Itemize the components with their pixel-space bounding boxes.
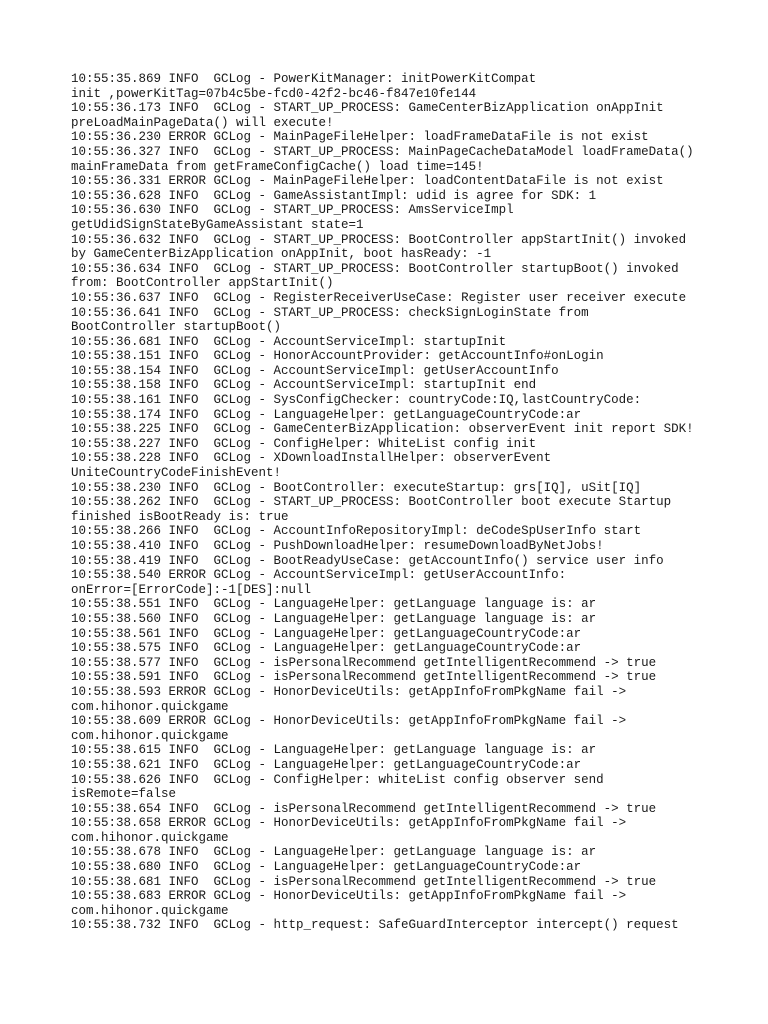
- log-line: 10:55:38.419 INFO GCLog - BootReadyUseCase: getAccountInfo() service user info: [71, 553, 664, 568]
- log-line: 10:55:36.327 INFO GCLog - START_UP_PROCESS: MainPageCacheDataModel loadFrameData(): [71, 144, 694, 159]
- log-body: [71, 72, 751, 933]
- log-line: 10:55:38.591 INFO GCLog - isPersonalRecommend getIntelligentRecommend -> true: [71, 670, 657, 685]
- log-line: 10:55:38.560 INFO GCLog - LanguageHelper: getLanguage language is: ar: [71, 611, 597, 626]
- log-line: 10:55:38.678 INFO GCLog - LanguageHelper: getLanguage language is: ar: [71, 845, 597, 860]
- log-line: by GameCenterBizApplication onAppInit, boot hasReady: -1: [71, 247, 492, 262]
- log-line: 10:55:38.266 INFO GCLog - AccountInfoRepositoryImpl: deCodeSpUserInfo start: [71, 524, 642, 539]
- log-line: 10:55:38.658 ERROR GCLog - HonorDeviceUtils: getAppInfoFromPkgName fail ->: [71, 816, 627, 831]
- log-line: com.hihonor.quickgame: [71, 699, 229, 714]
- log-line: BootController startupBoot(): [71, 320, 282, 335]
- log-line: finished isBootReady is: true: [71, 509, 289, 524]
- log-line: 10:55:38.681 INFO GCLog - isPersonalRecommend getIntelligentRecommend -> true: [71, 874, 657, 889]
- log-line: 10:55:38.621 INFO GCLog - LanguageHelper: getLanguageCountryCode:ar: [71, 757, 582, 772]
- log-line: 10:55:38.228 INFO GCLog - XDownloadInstallHelper: observerEvent: [71, 451, 552, 466]
- log-line: 10:55:38.154 INFO GCLog - AccountServiceImpl: getUserAccountInfo: [71, 363, 559, 378]
- log-line: com.hihonor.quickgame: [71, 728, 229, 743]
- log-line: 10:55:36.630 INFO GCLog - START_UP_PROCESS: AmsServiceImpl: [71, 203, 514, 218]
- log-line: 10:55:38.577 INFO GCLog - isPersonalRecommend getIntelligentRecommend -> true: [71, 655, 657, 670]
- log-line: init ,powerKitTag=07b4c5be-fcd0-42f2-bc46-f847e10fe144: [71, 86, 477, 101]
- log-line: 10:55:38.161 INFO GCLog - SysConfigChecker: countryCode:IQ,lastCountryCode:: [71, 393, 642, 408]
- log-line: 10:55:38.561 INFO GCLog - LanguageHelper: getLanguageCountryCode:ar: [71, 626, 582, 641]
- log-line: 10:55:38.151 INFO GCLog - HonorAccountProvider: getAccountInfo#onLogin: [71, 349, 604, 364]
- log-line: 10:55:38.593 ERROR GCLog - HonorDeviceUtils: getAppInfoFromPkgName fail ->: [71, 684, 627, 699]
- log-line: 10:55:38.626 INFO GCLog - ConfigHelper: whiteList config observer send: [71, 772, 604, 787]
- log-line: 10:55:38.615 INFO GCLog - LanguageHelper: getLanguage language is: ar: [71, 743, 597, 758]
- log-line: 10:55:38.540 ERROR GCLog - AccountServiceImpl: getUserAccountInfo:: [71, 568, 567, 583]
- log-line: 10:55:36.681 INFO GCLog - AccountServiceImpl: startupInit: [71, 334, 507, 349]
- log-line: 10:55:36.637 INFO GCLog - RegisterReceiverUseCase: Register user receiver execute: [71, 290, 687, 305]
- log-line: UniteCountryCodeFinishEvent!: [71, 466, 282, 481]
- log-line: 10:55:36.331 ERROR GCLog - MainPageFileHelper: loadContentDataFile is not exist: [71, 174, 664, 189]
- log-line: com.hihonor.quickgame: [71, 903, 229, 918]
- log-line: from: BootController appStartInit(): [71, 276, 334, 291]
- log-line: 10:55:38.227 INFO GCLog - ConfigHelper: WhiteList config init: [71, 436, 537, 451]
- log-line: 10:55:36.632 INFO GCLog - START_UP_PROCESS: BootController appStartInit() invoked: [71, 232, 687, 247]
- log-line: 10:55:38.609 ERROR GCLog - HonorDeviceUtils: getAppInfoFromPkgName fail ->: [71, 714, 627, 729]
- log-line: preLoadMainPageData() will execute!: [71, 115, 334, 130]
- log-line: 10:55:36.641 INFO GCLog - START_UP_PROCESS: checkSignLoginState from: [71, 305, 589, 320]
- log-line: getUdidSignStateByGameAssistant state=1: [71, 217, 364, 232]
- log-line: 10:55:38.410 INFO GCLog - PushDownloadHelper: resumeDownloadByNetJobs!: [71, 539, 604, 553]
- log-line: 10:55:35.869 INFO GCLog - PowerKitManager: initPowerKitCompat: [71, 72, 537, 86]
- log-line: isRemote=false: [71, 787, 177, 802]
- log-line: 10:55:38.262 INFO GCLog - START_UP_PROCESS: BootController boot execute Startup: [71, 495, 672, 510]
- log-line: 10:55:38.575 INFO GCLog - LanguageHelper: getLanguageCountryCode:ar: [71, 641, 582, 656]
- log-line: 10:55:36.634 INFO GCLog - START_UP_PROCESS: BootController startupBoot() invoked: [71, 261, 679, 276]
- log-page: [71, 72, 751, 933]
- log-line: 10:55:38.551 INFO GCLog - LanguageHelper: getLanguage language is: ar: [71, 597, 597, 612]
- log-line: com.hihonor.quickgame: [71, 830, 229, 845]
- log-line: 10:55:36.230 ERROR GCLog - MainPageFileHelper: loadFrameDataFile is not exist: [71, 130, 649, 145]
- log-line: 10:55:38.683 ERROR GCLog - HonorDeviceUtils: getAppInfoFromPkgName fail ->: [71, 889, 627, 904]
- log-line: onError=[ErrorCode]:-1[DES]:null: [71, 582, 312, 597]
- log-line: 10:55:38.230 INFO GCLog - BootController: executeStartup: grs[IQ], uSit[IQ]: [71, 480, 642, 495]
- log-line: 10:55:38.174 INFO GCLog - LanguageHelper: getLanguageCountryCode:ar: [71, 407, 582, 422]
- log-line: mainFrameData from getFrameConfigCache() load time=145!: [71, 159, 484, 174]
- log-line: 10:55:38.158 INFO GCLog - AccountServiceImpl: startupInit end: [71, 378, 537, 393]
- log-line: 10:55:38.732 INFO GCLog - http_request: SafeGuardInterceptor intercept() request: [71, 918, 679, 933]
- log-line: 10:55:36.173 INFO GCLog - START_UP_PROCESS: GameCenterBizApplication onAppInit: [71, 101, 664, 116]
- log-line: 10:55:38.680 INFO GCLog - LanguageHelper: getLanguageCountryCode:ar: [71, 860, 582, 875]
- log-line: 10:55:38.654 INFO GCLog - isPersonalRecommend getIntelligentRecommend -> true: [71, 801, 657, 816]
- log-line: 10:55:38.225 INFO GCLog - GameCenterBizApplication: observerEvent init report SDK!: [71, 422, 694, 437]
- log-line: 10:55:36.628 INFO GCLog - GameAssistantImpl: udid is agree for SDK: 1: [71, 188, 597, 203]
